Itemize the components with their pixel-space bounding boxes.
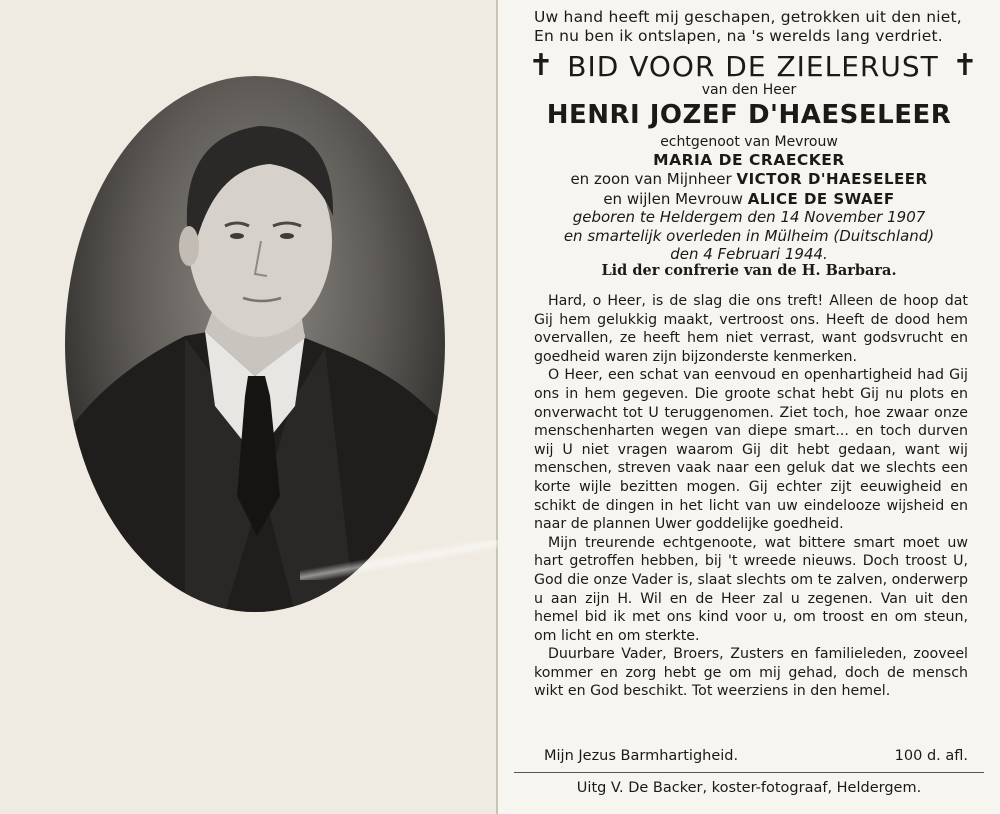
father-intro: en zoon van Mijnheer <box>570 170 732 188</box>
intro-text: van den Heer <box>701 82 797 98</box>
poem-line-1: Uw hand heeft mij geschapen, getrokken uit den niet, <box>534 8 962 26</box>
portrait-figure <box>65 76 445 612</box>
deceased-name: HENRI JOZEF D'HAESELEER <box>546 100 952 130</box>
death-date: den 4 Februari 1944. <box>670 245 828 263</box>
mother-intro: en wijlen Mevrouw <box>603 190 743 208</box>
paragraph: O Heer, een schat van eenvoud en openhartigheid had Gij ons in hem gegeven. Die groote schat hebt Gij nu plots en onverwacht tot U teruggenomen. Ziet toch, hoe zwaar onze menschenharten wegen van diepe smart... en toch durven wij U niet vragen waarom Gij dit hebt gedaan, want wij menschen, streven vaak naar een geluk dat we slechts een korte wijle bezitten mogen. Gij echter zijt eeuwigheid en schikt de dingen in het licht van uw eindelooze wijsheid en naar de plannen Uwer goddelijke goedheid. <box>534 367 968 533</box>
portrait-photo <box>65 76 445 612</box>
father-name: VICTOR D'HAESELEER <box>736 170 928 188</box>
paragraph: Hard, o Heer, is de slag die ons treft! Alleen de hoop dat Gij hem gelukkig maakt, vertroost ons. Heeft de dood hem overvallen, ze heeft hem niet verrast, want godsvrucht en goedheid waren zijn bijzonderste kenmerken. <box>534 293 968 365</box>
birth-line: geboren te Heldergem den 14 November 1907 <box>572 208 926 226</box>
cross-icon-left: ✝ <box>528 48 554 83</box>
paragraph: Mijn treurende echtgenoote, wat bittere smart moet uw hart getroffen hebben, bij 't wreede nieuws. Doch troost U, God die onze Vader is, slaat slechts om te zalven, onderwerp u aan zijn H. Wil en de Heer zal u zegenen. Van uit den hemel bid ik met ons kind voor u, om troost en om steun, om licht en om sterkte. <box>534 534 969 644</box>
indulgence-note: 100 d. afl. <box>894 748 968 764</box>
confraternity-line: Lid der confrerie van de H. Barbara. <box>601 262 897 279</box>
printer-credit: Uitg V. De Backer, koster-fotograaf, Heldergem. <box>576 780 922 796</box>
paragraph: Duurbare Vader, Broers, Zusters en familieleden, zooveel kommer en zorg hebt ge om mij gehad, doch de mensch wikt en God beschikt. Tot weerziens in den hemel. <box>534 646 968 700</box>
prayer-title: BID VOOR DE ZIELERUST <box>567 49 939 83</box>
death-line: en smartelijk overleden in Mülheim (Duitschland) <box>563 227 935 245</box>
divider <box>514 772 984 773</box>
title-row <box>528 46 978 86</box>
paper-crease <box>300 540 500 580</box>
prayer-body <box>534 292 968 701</box>
mother-line <box>498 190 1000 208</box>
spouse-name: MARIA DE CRAECKER <box>653 151 845 169</box>
spouse-intro: echtgenoot van Mevrouw <box>660 134 838 150</box>
photo-card <box>0 0 498 814</box>
mother-name: ALICE DE SWAEF <box>747 190 895 208</box>
cross-icon-right: ✝ <box>952 48 978 83</box>
text-card <box>498 0 1000 814</box>
poem-line-2: En nu ben ik ontslapen, na 's werelds lang verdriet. <box>534 27 943 45</box>
closing-prayer: Mijn Jezus Barmhartigheid. <box>544 748 739 764</box>
father-line <box>498 170 1000 188</box>
footer-row <box>544 748 968 764</box>
